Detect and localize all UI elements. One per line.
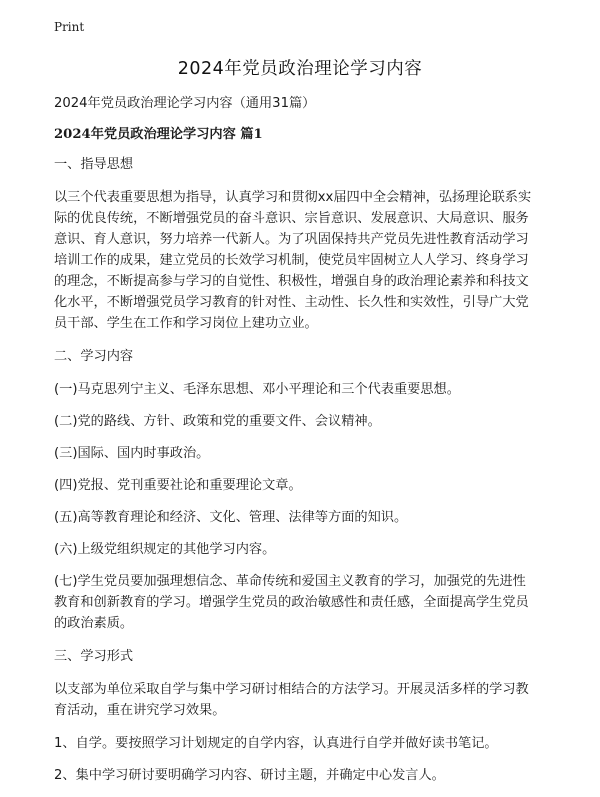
document-title: 2024年党员政治理论学习内容 [177, 59, 423, 79]
paragraph-line: 培训工作的成果，建立党员的长效学习机制，使党员牢固树立人人学习、终身学习 [54, 253, 529, 268]
paragraph-line: 的政治素质。 [54, 616, 134, 631]
list-item: (六)上级党组织规定的其他学习内容。 [54, 542, 276, 557]
list-item: (五)高等教育理论和经济、文化、管理、法律等方面的知识。 [54, 510, 408, 525]
paragraph-line: 以三个代表重要思想为指导，认真学习和贯彻xx届四中全会精神，弘扬理论联系实 [54, 190, 532, 205]
paragraph-line: 意识、育人意识，努力培养一代新人。为了巩固保持共产党员先进性教育活动学习 [54, 232, 529, 247]
list-item-seven [54, 571, 554, 634]
paragraph-line: 的理念，不断提高参与学习的自觉性、积极性，增强自身的政治理论素养和科技文 [54, 274, 529, 289]
paragraph-line: 以支部为单位采取自学与集中学习研讨相结合的方法学习。开展灵活多样的学习教 [54, 682, 529, 697]
list-item: (二)党的路线、方针、政策和党的重要文件、会议精神。 [54, 414, 381, 429]
list-item: (三)国际、国内时事政治。 [54, 446, 210, 461]
print-label: Print [54, 20, 85, 34]
paragraph-line: (七)学生党员要加强理想信念、革命传统和爱国主义教育的学习，加强党的先进性 [54, 574, 526, 589]
document-subtitle: 2024年党员政治理论学习内容（通用31篇） [54, 96, 316, 111]
list-item: 1、自学。要按照学习计划规定的自学内容，认真进行自学并做好读书笔记。 [54, 736, 498, 751]
paragraph-line: 教育和创新教育的学习。增强学生党员的政治敏感性和责任感，全面提高学生党员 [54, 595, 529, 610]
list-item: (一)马克思列宁主义、毛泽东思想、邓小平理论和三个代表重要思想。 [54, 382, 460, 397]
heading-study-form: 三、学习形式 [54, 649, 134, 664]
paragraph-line: 际的优良传统，不断增强党员的奋斗意识、宗旨意识、发展意识、大局意识、服务 [54, 211, 529, 226]
paragraph-line: 育活动，重在讲究学习效果。 [54, 703, 226, 718]
document-body [54, 93, 554, 797]
list-item: 2、集中学习研讨要明确学习内容、研讨主题，并确定中心发言人。 [54, 768, 445, 783]
paragraph-study-form [54, 679, 554, 721]
heading-guiding-ideology: 一、指导思想 [54, 157, 134, 172]
list-item: (四)党报、党刊重要社论和重要理论文章。 [54, 478, 302, 493]
paragraph-guiding-ideology [54, 187, 554, 334]
paragraph-line: 员干部、学生在工作和学习岗位上建功立业。 [54, 316, 318, 331]
heading-study-content: 二、学习内容 [54, 349, 134, 364]
paragraph-line: 化水平，不断增强党员学习教育的针对性、主动性、长久性和实效性，引导广大党 [54, 295, 529, 310]
section-title: 2024年党员政治理论学习内容 篇1 [54, 127, 263, 142]
